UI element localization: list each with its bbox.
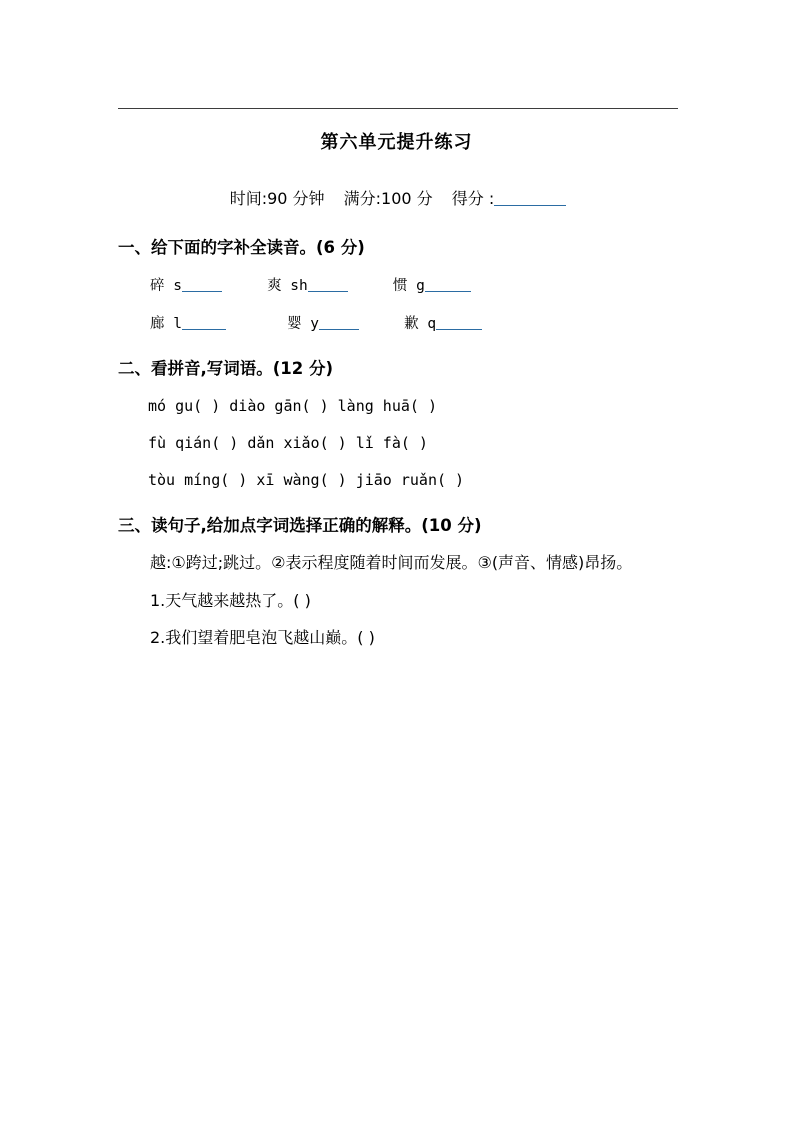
page-title: 第六单元提升练习 xyxy=(320,132,473,153)
section-1-row-2 xyxy=(118,311,678,336)
blank-sui[interactable] xyxy=(182,291,222,292)
section-3-heading: 三、读句子,给加点字词选择正确的解释。(10 分) xyxy=(118,516,482,536)
section-3-item-1[interactable]: 1.天气越来越热了。( ) xyxy=(150,590,311,610)
item-shuang: 爽 sh xyxy=(267,277,308,294)
exam-time: 时间:90 分钟 xyxy=(229,189,325,208)
section-3-explanation: 越:①跨过;跳过。②表示程度随着时间而发展。③(声音、情感)昂扬。 xyxy=(150,552,633,572)
blank-guan[interactable] xyxy=(425,291,471,292)
item-qian: 歉 q xyxy=(404,315,437,332)
blank-shuang[interactable] xyxy=(308,291,348,292)
section-1-row-1 xyxy=(118,273,678,298)
item-sui: 碎 s xyxy=(150,277,182,294)
section-2-heading: 二、看拼音,写词语。(12 分) xyxy=(118,359,334,379)
header-divider xyxy=(118,108,678,109)
worksheet-content xyxy=(118,236,678,664)
exam-meta xyxy=(118,186,678,209)
item-ying: 婴 y xyxy=(287,315,320,332)
item-guan: 惯 g xyxy=(392,277,425,294)
score-blank[interactable] xyxy=(494,205,566,206)
blank-lang[interactable] xyxy=(182,329,226,330)
exam-total: 满分:100 分 xyxy=(343,189,433,208)
section-3-item-2[interactable]: 2.我们望着肥皂泡飞越山巅。( ) xyxy=(150,628,375,648)
blank-qian[interactable] xyxy=(436,329,482,330)
section-2-line-1[interactable]: mó gu( ) diào gān( ) làng huā( ) xyxy=(148,397,437,416)
item-lang: 廊 l xyxy=(150,315,182,332)
blank-ying[interactable] xyxy=(319,329,359,330)
section-2-line-2[interactable]: fù qián( ) dǎn xiǎo( ) lǐ fà( ) xyxy=(148,434,428,453)
section-2-line-3[interactable]: tòu míng( ) xī wàng( ) jiāo ruǎn( ) xyxy=(148,471,465,490)
exam-score-label: 得分 : xyxy=(451,189,495,208)
section-1-heading: 一、给下面的字补全读音。(6 分) xyxy=(118,238,365,257)
